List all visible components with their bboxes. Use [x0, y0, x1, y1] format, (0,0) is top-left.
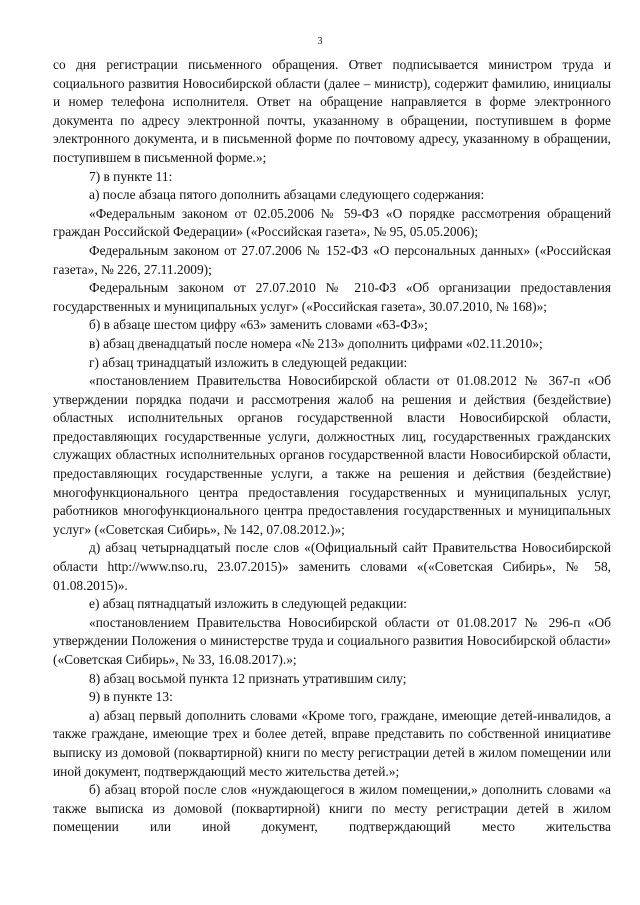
paragraph-response-procedure: со дня регистрации письменного обращения. Ответ подписывается министром труда и социального развития Новосибирской области (далее – министр), содержит фамилию, инициалы и номер телефона исполнителя. Ответ на обращение направляется в форме электронного документа по адресу электронной почты, указанному в обращении, поступившем в форме электронного документа, и в письменной форме по почтовому адресу, указанному в обращении, поступившем в письменной форме.»;: [53, 57, 611, 165]
paragraph-item-7e: е) абзац пятнадцатый изложить в следующей редакции:: [89, 596, 407, 612]
paragraph-item-7b: б) в абзаце шестом цифру «63» заменить словами «63-ФЗ»;: [89, 317, 428, 333]
paragraph-item-8: 8) абзац восьмой пункта 12 признать утратившим силу;: [89, 670, 407, 686]
paragraph-item-7g: г) абзац тринадцатый изложить в следующей редакции:: [89, 354, 408, 370]
paragraph-item-9b: б) абзац второй после слов «нуждающегося в жилом помещении,» дополнить словами «а также выписка из домовой (поквартирной) книги по месту регистрации детей в жилом помещении или иной документ, подтверждающий место жительства: [53, 782, 611, 835]
paragraph-law-210fz: Федеральным законом от 27.07.2010 № 210-ФЗ «Об организации предоставления государственных и муниципальных услуг» («Российская газета», 30.07.2010, № 168)»;: [53, 280, 611, 314]
paragraph-item-9: 9) в пункте 13:: [89, 689, 173, 705]
paragraph-item-7a: а) после абзаца пятого дополнить абзацами следующего содержания:: [89, 187, 485, 203]
document-body: [53, 56, 611, 837]
page-number: 3: [317, 36, 323, 47]
paragraph-item-9a: а) абзац первый дополнить словами «Кроме того, граждане, имеющие детей-инвалидов, а также граждане, имеющие трех и более детей, вправе представить по собственной инициативе выписку из домовой (поквартирной) книги по месту регистрации детей в жилом помещении или иной документ, подтверждающий место жительства детей.»;: [53, 707, 611, 779]
paragraph-resolution-296p: «постановлением Правительства Новосибирской области от 01.08.2017 № 296-п «Об утверждении Положения о министерстве труда и социального развития Новосибирской области» («Советская Сибирь», № 33, 16.08.2017).»;: [53, 614, 611, 667]
paragraph-law-152fz: Федеральным законом от 27.07.2006 № 152-ФЗ «О персональных данных» («Российская газета», № 226, 27.11.2009);: [53, 242, 611, 277]
paragraph-resolution-367p: «постановлением Правительства Новосибирской области от 01.08.2012 № 367-п «Об утверждении порядка подачи и рассмотрения жалоб на решения и действия (бездействие) областных исполнительных органов государственной власти Новосибирской области, предоставляющих государственные услуги, должностных лиц, государственных гражданских служащих областных исполнительных органов государственной власти Новосибирской области, предоставляющих государственные услуги, а также на решения и действия (бездействие) многофункционального центра предоставления государственных и муниципальных услуг, работников многофункционального центра предоставления государственных и муниципальных услуг» («Советская Сибирь», № 142, 07.08.2012.)»;: [53, 373, 611, 537]
paragraph-item-7d: д) абзац четырнадцатый после слов «(Официальный сайт Правительства Новосибирской области http://www.nso.ru, 23.07.2015)» заменить словами «(«Советская Сибирь», № 58, 01.08.2015)».: [53, 540, 611, 593]
paragraph-law-59fz: «Федеральным законом от 02.05.2006 № 59-ФЗ «О порядке рассмотрения обращений граждан Российской Федерации» («Российская газета», № 95, 05.05.2006);: [53, 205, 611, 240]
paragraph-item-7v: в) абзац двенадцатый после номера «№ 213» дополнить цифрами «02.11.2010»;: [89, 335, 543, 351]
paragraph-item-7: 7) в пункте 11:: [89, 168, 173, 184]
